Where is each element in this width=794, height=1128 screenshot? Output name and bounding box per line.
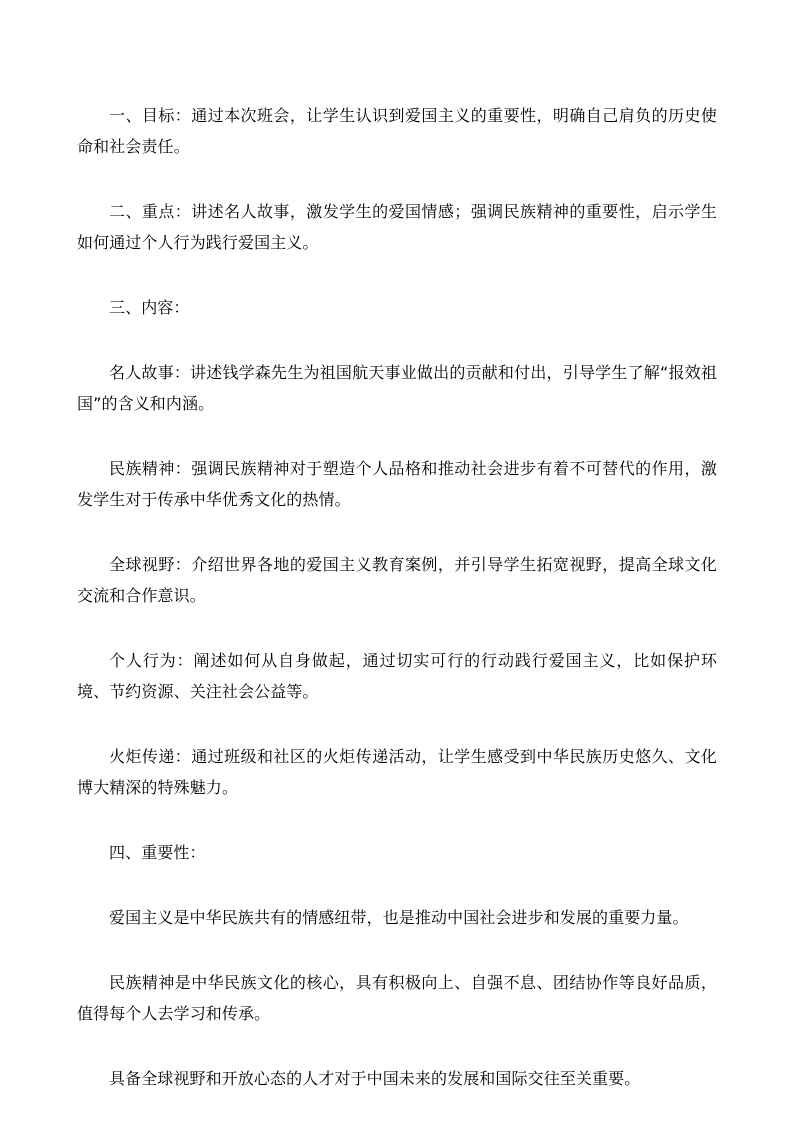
importance-item-national-spirit: 民族精神是中华民族文化的核心，具有积极向上、自强不息、团结协作等良好品质，值得每个人去学习和传承。 — [77, 973, 717, 1023]
document-page — [77, 100, 717, 1128]
content-item-national-spirit: 民族精神：强调民族精神对于塑造个人品格和推动社会进步有着不可替代的作用，激发学生对于传承中华优秀文化的热情。 — [77, 459, 717, 509]
section-goal: 一、目标：通过本次班会，让学生认识到爱国主义的重要性，明确自己肩负的历史使命和社会责任。 — [77, 106, 717, 156]
content-item-global-vision: 全球视野：介绍世界各地的爱国主义教育案例，并引导学生拓宽视野，提高全球文化交流和合作意识。 — [77, 555, 717, 605]
importance-item-patriotism: 爱国主义是中华民族共有的情感纽带，也是推动中国社会进步和发展的重要力量。 — [109, 908, 689, 927]
section-focus: 二、重点：讲述名人故事，激发学生的爱国情感；强调民族精神的重要性，启示学生如何通过个人行为践行爱国主义。 — [77, 202, 717, 252]
content-item-torch-relay: 火炬传递：通过班级和社区的火炬传递活动，让学生感受到中华民族历史悠久、文化博大精深的特殊魅力。 — [77, 747, 717, 797]
section-content-heading: 三、内容： — [109, 298, 190, 317]
content-item-famous-story: 名人故事：讲述钱学森先生为祖国航天事业做出的贡献和付出，引导学生了解“报效祖国”的含义和内涵。 — [77, 363, 717, 413]
section-importance-heading: 四、重要性： — [109, 843, 206, 862]
importance-item-global-talent: 具备全球视野和开放心态的人才对于中国未来的发展和国际交往至关重要。 — [109, 1069, 641, 1088]
content-item-personal-action: 个人行为：阐述如何从自身做起，通过切实可行的行动践行爱国主义，比如保护环境、节约资源、关注社会公益等。 — [77, 651, 717, 701]
